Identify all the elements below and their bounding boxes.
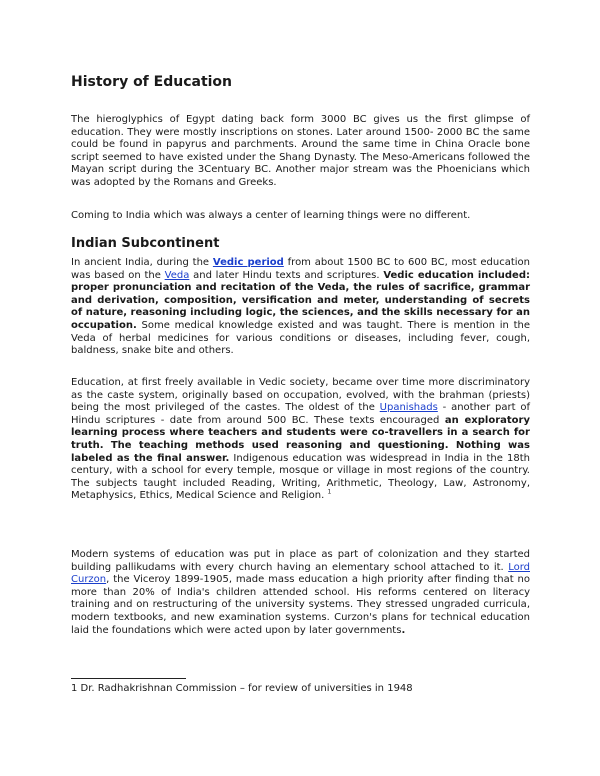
paragraph-upanishads	[71, 377, 530, 503]
section-heading-indian-subcontinent: Indian Subcontinent	[71, 236, 220, 251]
link-lord-curzon[interactable]: Lord Curzon	[71, 561, 530, 586]
footnote-separator	[71, 678, 186, 679]
text: and later Hindu texts and scriptures.	[189, 269, 384, 281]
bold-period: .	[401, 624, 406, 636]
paragraph-modern	[71, 549, 530, 637]
text: Education, at first freely available in Vedic society, became over time more discriminatory as the caste system, originally based on occupation, evolved, with the brahman (priests) being the most privileged of the castes. The oldest of the	[71, 377, 530, 414]
text: from about 1500 BC to 600 BC, most education was based on the	[71, 257, 530, 281]
text: , the Viceroy 1899-1905, made mass education a high priority after finding that no more than 20% of India's children attended school. His reforms centered on literacy training and on restructuring of the university systems. They stressed ungraded curricula, modern textbooks, and new examination systems. Curzon's plans for technical education laid the foundations which were acted upon by later governments	[71, 574, 530, 636]
link-vedic-period[interactable]: Vedic period	[212, 257, 284, 268]
paragraph-vedic	[71, 257, 530, 358]
paragraph-india-intro: Coming to India which was always a center of learning things were no different.	[71, 210, 471, 221]
link-upanishads[interactable]: Upanishads	[379, 402, 438, 414]
text: Indigenous education was widespread in India in the 18th century, with a school for every temple, mosque or village in most regions of the country. The subjects taught included Reading, Writing, Arithmetic, Theology, Law, Astronomy, Metaphysics, Ethics, Medical Science and Religion.	[71, 452, 530, 502]
bold-text: an exploratory learning process where teachers and students were co-travellers in a search for truth. The teaching methods used reasoning and questioning. Nothing was labeled as the final answer.	[71, 414, 530, 464]
text: In ancient India, during the	[71, 257, 213, 268]
link-veda[interactable]: Veda	[164, 269, 190, 281]
footnote: 1 Dr. Radhakrishnan Commission – for review of universities in 1948	[71, 683, 413, 694]
text: Some medical knowledge existed and was taught. There is mention in the Veda of herbal medicines for various conditions or diseases, including fever, cough, baldness, snake bite and others.	[71, 319, 530, 357]
page-title: History of Education	[71, 74, 233, 90]
text: Modern systems of education was put in place as part of colonization and they started building pallikudams with every church having an elementary school attached to it.	[71, 549, 530, 573]
paragraph-egypt: The hieroglyphics of Egypt dating back form 3000 BC gives us the first glimpse of education. They were mostly inscriptions on stones. Later around 1500- 2000 BC the same could be found in papyrus and parchments. Around the same time in China Oracle bone script seemed to have existed under the Shang Dynasty. The Meso-Americans followed the Mayan script during the 3Centuary BC. Another major stream was the Phoenicians which was adopted by the Romans and Greeks.	[71, 114, 530, 188]
footnote-ref[interactable]: 1	[327, 489, 332, 497]
bold-text: Vedic education included: proper pronunciation and recitation of the Veda, the rules of sacrifice, grammar and derivation, composition, versification and meter, understanding of secrets of nature, reasoning including logic, the sciences, and the skills necessary for an occupation.	[71, 269, 531, 331]
text: - another part of Hindu scriptures - date from around 500 BC. These texts encouraged	[71, 402, 530, 426]
